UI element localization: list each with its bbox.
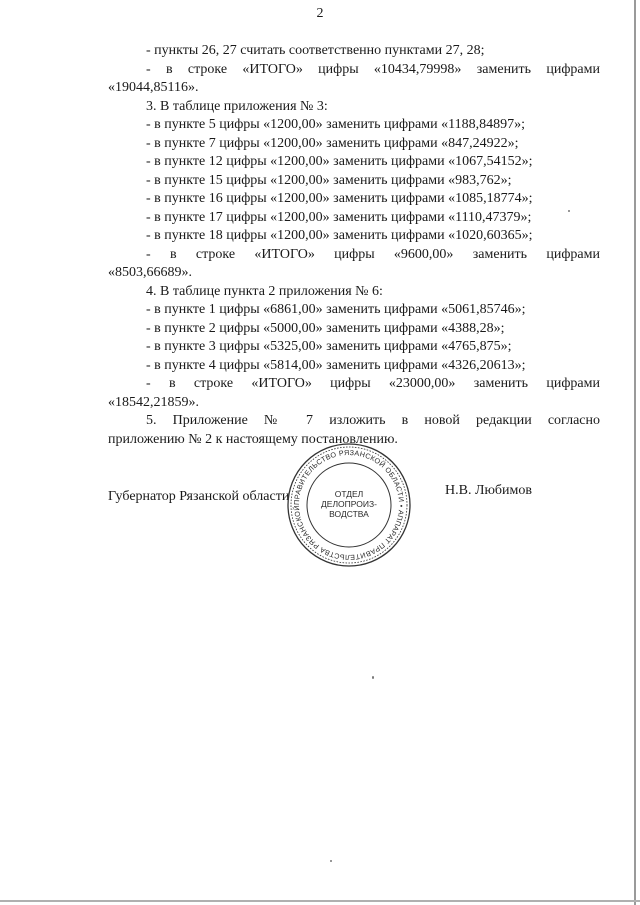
text-line: «19044,85116».: [108, 80, 199, 95]
signatory-name: Н.В. Любимов: [445, 483, 532, 498]
page-number: 2: [316, 6, 324, 21]
text-line: - в пункте 12 цифры «1200,00» заменить цифрами «1067,54152»;: [146, 154, 533, 169]
scan-edge-right: [634, 0, 636, 905]
text-line: 5. Приложение № 7 изложить в новой редакции согласно: [146, 413, 600, 428]
stamp-line: ВОДСТВА: [329, 509, 369, 519]
text-line: - в пункте 18 цифры «1200,00» заменить цифрами «1020,60365»;: [146, 228, 533, 243]
text-line: - в пункте 17 цифры «1200,00» заменить цифрами «1110,47379»;: [146, 209, 532, 225]
text-line: - в строке «ИТОГО» цифры «9600,00» заменить цифрами: [146, 246, 600, 262]
text-line: 4. В таблице пункта 2 приложения № 6:: [146, 283, 383, 299]
text-line: - в пункте 1 цифры «6861,00» заменить цифрами «5061,85746»;: [146, 302, 526, 317]
text-line: «18542,21859».: [108, 394, 199, 410]
stamp-center-text: [286, 489, 412, 519]
text-line: - в пункте 4 цифры «5814,00» заменить цифрами «4326,20613»;: [146, 357, 526, 373]
scan-speck: [372, 676, 374, 679]
text-line: - в пункте 15 цифры «1200,00» заменить цифрами «983,762»;: [146, 172, 512, 188]
text-line: «8503,66689».: [108, 265, 192, 280]
text-line: - в пункте 3 цифры «5325,00» заменить цифрами «4765,875»;: [146, 339, 512, 354]
text-line: - в строке «ИТОГО» цифры «10434,79998» заменить цифрами: [146, 61, 600, 77]
signatory-position: Губернатор Рязанской области: [108, 489, 290, 504]
stamp-line: ОТДЕЛ: [334, 489, 364, 499]
text-line: - в пункте 2 цифры «5000,00» заменить цифрами «4388,28»;: [146, 320, 505, 336]
scan-edge-bottom: [0, 900, 640, 902]
document-body: [108, 42, 600, 449]
text-line: - в пункте 5 цифры «1200,00» заменить цифрами «1188,84897»;: [146, 117, 525, 132]
stamp-line: ДЕЛОПРОИЗ-: [321, 499, 377, 509]
text-line: 3. В таблице приложения № 3:: [146, 98, 328, 114]
official-stamp: [286, 442, 412, 568]
stamp-outer-text: ПРАВИТЕЛЬСТВО РЯЗАНСКОЙ ОБЛАСТИ • АППАРАТ ПРАВИТЕЛЬСТВА РЯЗАНСКОЙ: [291, 447, 407, 563]
text-line: - в строке «ИТОГО» цифры «23000,00» заменить цифрами: [146, 376, 600, 391]
text-line: - пункты 26, 27 считать соответственно пунктами 27, 28;: [146, 43, 485, 58]
scan-speck: [330, 860, 332, 862]
text-line: приложению № 2 к настоящему постановлению.: [108, 431, 398, 447]
text-line: - в пункте 7 цифры «1200,00» заменить цифрами «847,24922»;: [146, 135, 519, 151]
text-line: - в пункте 16 цифры «1200,00» заменить цифрами «1085,18774»;: [146, 191, 533, 206]
scan-speck: [568, 210, 570, 212]
